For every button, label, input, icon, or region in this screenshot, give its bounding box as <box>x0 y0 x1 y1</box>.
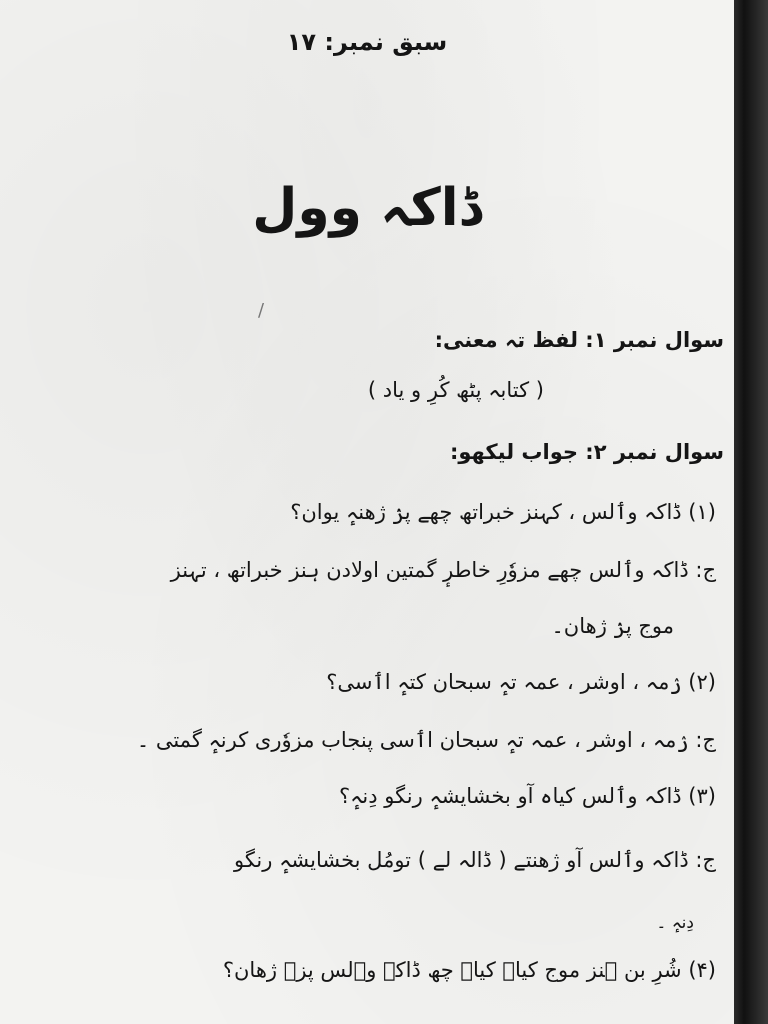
section2-heading: سوال نمبر ۲: جواب لیکھو: <box>449 440 724 464</box>
question-2: (۲) رٛمہ ، اوشر ، عمہ تہٕ سبحان کتہٕ اٲسی؟ <box>326 670 716 694</box>
answer-2-line-1: ج: رٛمہ ، اوشر ، عمہ تہٕ سبحان اٲسی پنجاب مزوٗری کرنہٕ گمتی ۔ <box>136 728 716 752</box>
question-3: (۳) ڈاکہ وٲلس کیاہ آو بخشایشہٕ رنگو دِنہٕ؟ <box>338 784 716 808</box>
lesson-number: سبق نمبر: ۱۷ <box>286 28 448 56</box>
section1-heading: سوال نمبر ۱: لفظ تہ معنی: <box>434 328 724 352</box>
answer-3-line-1: ج: ڈاکہ وٲلس آو ژھنتے ( ڈالہ لے ) تومُل بخشایشہٕ رنگو <box>233 848 716 872</box>
question-4: (۴) شُرِ بن ہنز موج کیاہ کیاہ چھ ڈاکہ وٲلس پزٛ ژھان؟ <box>222 958 716 982</box>
lesson-title: ڈاکہ وول <box>252 178 482 238</box>
answer-3-line-2: دِنہٕ ۔ <box>656 913 694 933</box>
answer-1-line-2: موج پزٛ ژھان۔ <box>551 614 674 638</box>
answer-1-line-1: ج: ڈاکہ وٲلس چھے مزوٗرِ خاطرٕ گمتین اولادن ہنز خبراتھ ، تہنز <box>170 558 716 582</box>
question-1: (۱) ڈاکہ وٲلس ، کہنز خبراتھ چھے پزٛ ژھنہٕ یوان؟ <box>290 500 716 524</box>
scan-speck: / <box>258 300 265 321</box>
page-edge-shadow <box>734 0 768 1024</box>
section1-note: ( کتابہ پٹھ کُرِ و یاد ) <box>367 378 544 402</box>
